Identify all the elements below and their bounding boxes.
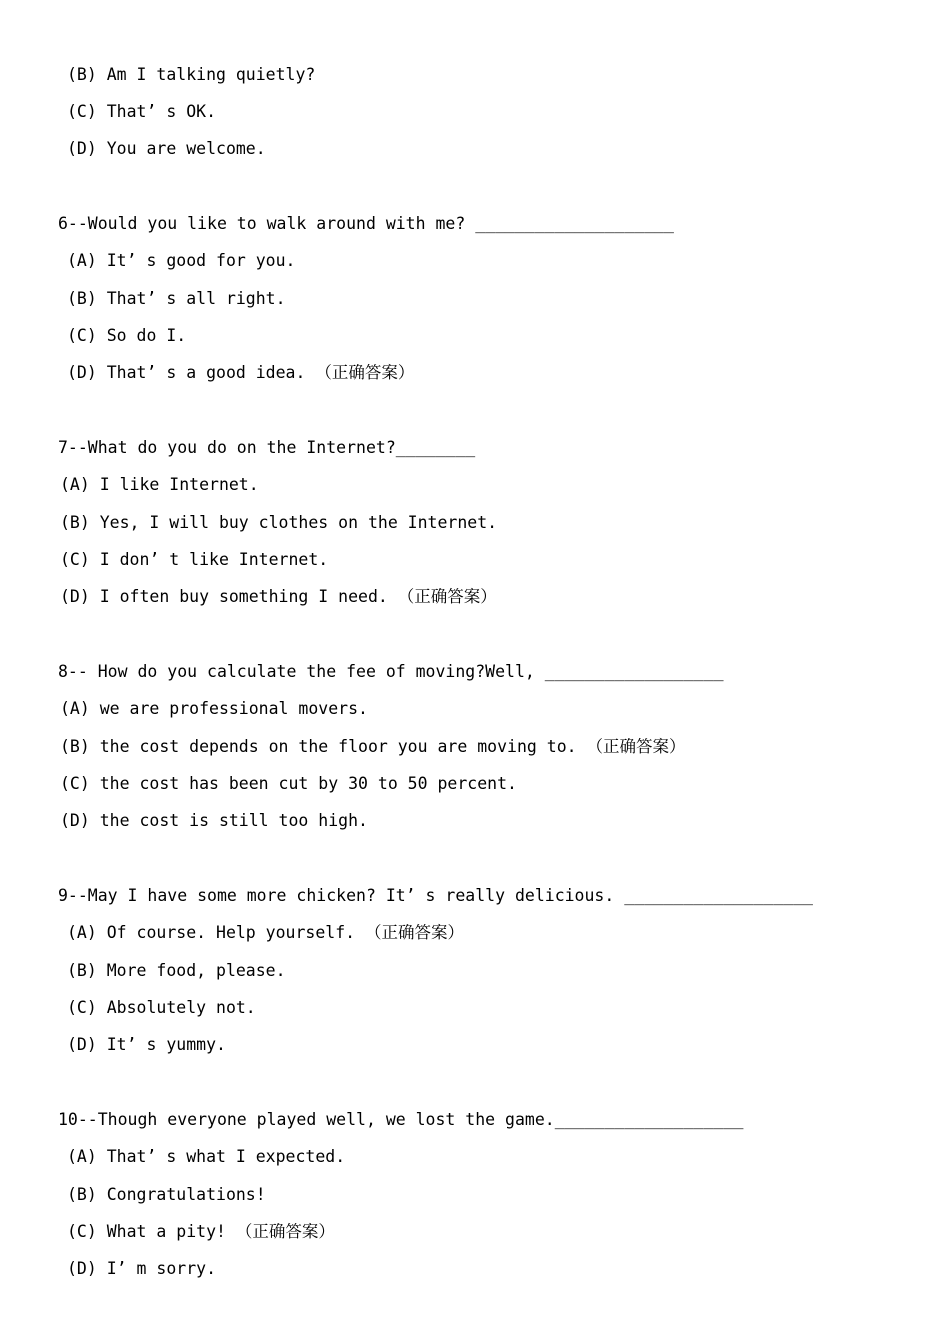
option-5-b: (B) Am I talking quietly?	[67, 65, 316, 84]
question-10: 10--Though everyone played well, we lost the game.___________________	[58, 1110, 744, 1129]
option-10-a: (A) That’ s what I expected.	[67, 1147, 346, 1166]
option-7-c: (C) I don’ t like Internet.	[60, 550, 329, 569]
option-8-d: (D) the cost is still too high.	[60, 811, 368, 830]
option-10-c: (C) What a pity! （正确答案）	[67, 1222, 335, 1241]
option-10-b: (B) Congratulations!	[67, 1185, 266, 1204]
option-9-b: (B) More food, please.	[67, 961, 286, 980]
option-6-c: (C) So do I.	[67, 326, 187, 345]
option-7-a: (A) I like Internet.	[60, 475, 259, 494]
question-8: 8-- How do you calculate the fee of moving?Well, __________________	[58, 662, 724, 681]
question-9: 9--May I have some more chicken? It’ s really delicious. ___________________	[58, 886, 813, 905]
option-10-d: (D) I’ m sorry.	[67, 1259, 217, 1278]
option-7-d: (D) I often buy something I need. （正确答案）	[60, 587, 497, 606]
option-8-a: (A) we are professional movers.	[60, 699, 368, 718]
option-7-b: (B) Yes, I will buy clothes on the Internet.	[60, 513, 498, 532]
question-7: 7--What do you do on the Internet?________	[58, 438, 476, 457]
option-6-d: (D) That’ s a good idea. （正确答案）	[67, 363, 415, 382]
option-6-b: (B) That’ s all right.	[67, 289, 286, 308]
question-6: 6--Would you like to walk around with me? ____________________	[58, 214, 674, 233]
option-8-c: (C) the cost has been cut by 30 to 50 percent.	[60, 774, 517, 793]
option-5-d: (D) You are welcome.	[67, 139, 266, 158]
option-9-c: (C) Absolutely not.	[67, 998, 256, 1017]
option-8-b: (B) the cost depends on the floor you are moving to. （正确答案）	[60, 737, 686, 756]
option-9-a: (A) Of course. Help yourself. （正确答案）	[67, 923, 465, 942]
option-5-c: (C) That’ s OK.	[67, 102, 217, 121]
option-6-a: (A) It’ s good for you.	[67, 251, 296, 270]
option-9-d: (D) It’ s yummy.	[67, 1035, 226, 1054]
